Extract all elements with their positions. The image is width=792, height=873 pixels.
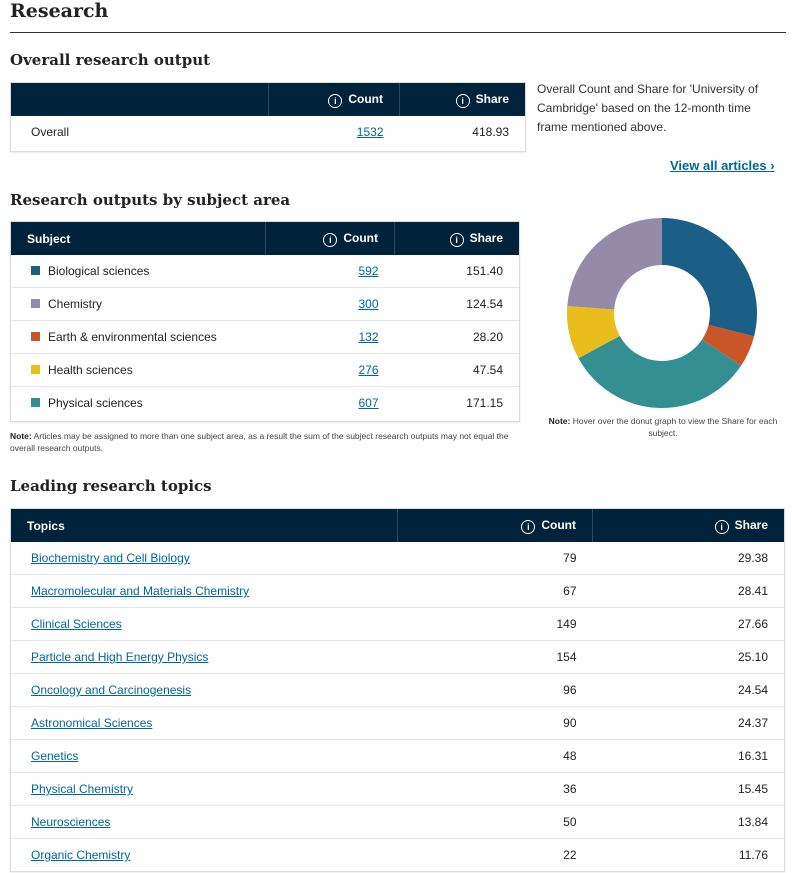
topic-link[interactable]: Macromolecular and Materials Chemistry: [31, 584, 250, 598]
legend-swatch: [31, 365, 40, 374]
table-row: [11, 674, 784, 707]
topic-count: 79: [398, 542, 593, 575]
topic-count: 154: [398, 641, 593, 674]
topics-count-header[interactable]: [398, 509, 593, 542]
info-icon[interactable]: i: [715, 520, 729, 534]
legend-swatch: [31, 266, 40, 275]
overall-share-header[interactable]: [400, 83, 526, 116]
chevron-right-icon: ›: [770, 158, 775, 173]
view-all-label: View all articles: [670, 158, 767, 173]
table-row: [11, 116, 525, 148]
topic-count: 50: [398, 806, 593, 839]
overall-heading: Overall research output: [10, 51, 211, 69]
title-divider: [10, 32, 786, 33]
topic-count: 67: [398, 575, 593, 608]
table-row: [11, 354, 519, 387]
topic-count: 149: [398, 608, 593, 641]
info-icon[interactable]: i: [328, 94, 342, 108]
topic-link[interactable]: Genetics: [31, 749, 79, 763]
subject-name: Earth & environmental sciences: [48, 330, 217, 344]
subjects-heading: Research outputs by subject area: [10, 191, 291, 209]
overall-share: 418.93: [472, 125, 509, 139]
overall-table-box: [10, 82, 526, 152]
subject-share: 28.20: [395, 321, 520, 354]
topic-share: 11.76: [738, 848, 768, 862]
topic-link[interactable]: Organic Chemistry: [31, 848, 131, 862]
subject-name: Chemistry: [48, 297, 103, 311]
topics-share-header[interactable]: [593, 509, 785, 542]
subject-name-cell: [11, 255, 266, 288]
subject-share: 171.15: [466, 396, 503, 410]
table-row: [11, 641, 784, 674]
legend-swatch: [31, 299, 40, 308]
subjects-share-header[interactable]: [395, 222, 520, 255]
topic-count: 36: [398, 773, 593, 806]
topic-share: 25.10: [593, 641, 785, 674]
table-row: [11, 575, 784, 608]
overall-label: Overall: [31, 125, 70, 139]
subjects-table: [11, 222, 519, 419]
subject-count-link[interactable]: 300: [358, 297, 379, 311]
subjects-note: Note: Articles may be assigned to more than one subject area, as a result the sum of the subject research outputs may not equal the overall research outputs.: [10, 431, 509, 453]
subject-name-cell: [11, 354, 266, 387]
table-row: [11, 740, 784, 773]
subject-name: Physical sciences: [48, 396, 143, 410]
topic-link[interactable]: Physical Chemistry: [31, 782, 134, 796]
donut-slice-chemistry[interactable]: [567, 218, 662, 309]
legend-swatch: [31, 398, 40, 407]
topic-link[interactable]: Particle and High Energy Physics: [31, 650, 209, 664]
share-header-label: Share: [469, 230, 503, 245]
table-row: [11, 773, 784, 806]
count-header-label: Count: [343, 230, 378, 245]
table-row: [11, 321, 519, 354]
table-row: [11, 806, 784, 839]
table-row: [11, 387, 519, 420]
subject-header: Subject: [11, 222, 266, 255]
topics-table-box: [10, 508, 785, 872]
table-row: [11, 288, 519, 321]
subject-count-link[interactable]: 592: [358, 264, 379, 278]
subject-name: Biological sciences: [48, 264, 150, 278]
topic-count: 96: [398, 674, 593, 707]
topic-header: Topics: [11, 509, 398, 542]
donut-slice-biological-sciences[interactable]: [662, 218, 757, 336]
subject-count-link[interactable]: 276: [358, 363, 379, 377]
count-header-label: Count: [348, 91, 383, 106]
subject-share: 151.40: [395, 255, 520, 288]
overall-description: Overall Count and Share for 'University of Cambridge' based on the 12-month time frame mentioned above.: [537, 82, 759, 134]
topic-link[interactable]: Oncology and Carcinogenesis: [31, 683, 192, 697]
table-row: [11, 839, 784, 872]
subject-name: Health sciences: [48, 363, 133, 377]
subject-share: 124.54: [395, 288, 520, 321]
overall-empty-header: [11, 83, 269, 116]
legend-swatch: [31, 332, 40, 341]
subjects-table-box: [10, 221, 520, 422]
share-header-label: Share: [734, 517, 768, 532]
subject-share: 47.54: [395, 354, 520, 387]
topic-link[interactable]: Neurosciences: [31, 815, 111, 829]
topic-share: 24.37: [593, 707, 785, 740]
topic-count: 90: [398, 707, 593, 740]
view-all-articles-link[interactable]: [670, 158, 775, 173]
info-icon[interactable]: i: [323, 233, 337, 247]
topic-link[interactable]: Astronomical Sciences: [31, 716, 153, 730]
topics-heading: Leading research topics: [10, 477, 212, 495]
count-header-label: Count: [541, 517, 576, 532]
share-header-label: Share: [475, 91, 509, 106]
info-icon[interactable]: i: [456, 94, 470, 108]
subject-name-cell: [11, 321, 266, 354]
donut-note: Note: Hover over the donut graph to view the Share for each subject.: [548, 416, 778, 438]
topic-share: 15.45: [593, 773, 785, 806]
info-icon[interactable]: i: [521, 520, 535, 534]
subject-name-cell: [11, 288, 266, 321]
subject-donut-chart[interactable]: [562, 213, 762, 413]
info-icon[interactable]: i: [450, 233, 464, 247]
topic-share: 13.84: [593, 806, 785, 839]
subject-name-cell: [11, 387, 266, 420]
subject-count-link[interactable]: 132: [358, 330, 379, 344]
topics-table: [11, 509, 784, 871]
topic-share: 28.41: [593, 575, 785, 608]
topic-share: 29.38: [593, 542, 785, 575]
topic-link[interactable]: Biochemistry and Cell Biology: [31, 551, 190, 565]
subjects-count-header[interactable]: [266, 222, 395, 255]
table-row: [11, 707, 784, 740]
topic-share: 24.54: [593, 674, 785, 707]
overall-table: [11, 83, 525, 148]
page-title: Research: [10, 0, 109, 22]
table-row: [11, 542, 784, 575]
topic-share: 27.66: [593, 608, 785, 641]
subject-count-link[interactable]: 607: [358, 396, 379, 410]
topic-count: 22: [563, 848, 577, 862]
overall-count-link[interactable]: 1532: [356, 125, 384, 139]
topic-link[interactable]: Clinical Sciences: [31, 617, 122, 631]
topic-share: 16.31: [593, 740, 785, 773]
topic-count: 48: [398, 740, 593, 773]
table-row: [11, 255, 519, 288]
table-row: [11, 608, 784, 641]
overall-count-header[interactable]: [269, 83, 400, 116]
